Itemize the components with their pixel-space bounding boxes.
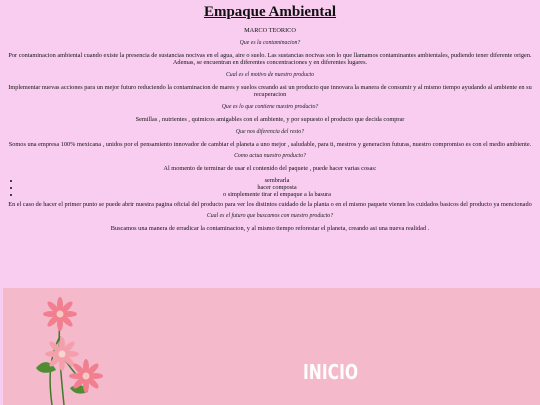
inicio-button[interactable]: INICIO	[303, 360, 359, 384]
list-item: • o simplemente tirar el empaque a la basura	[20, 191, 534, 198]
list-item: • hacer composta	[20, 184, 534, 191]
question-1: Que es la contaminacion?	[239, 39, 301, 46]
list-item: • sembrarla	[20, 177, 534, 184]
options-list	[6, 177, 534, 199]
question-5: Como actua nuestro producto?	[234, 153, 306, 160]
question-6: Cual es el futuro que buscamos con nuestro producto?	[206, 213, 334, 220]
answer-3: Semillas , nutrientes , quimicos amigables con el ambiente, y por supuesto el producto que decida comprar	[135, 115, 405, 123]
answer-5b: En el caso de hacer el primer punto se puede abrir nuestra pagina oficial del producto para ver los distintos cuidado de la planta o en el mismo paquete vienen los cuidados basicos del producto ya mencionado	[8, 200, 532, 208]
question-3: Que es lo que contiene nuestro producto?	[221, 103, 319, 110]
page-title: Empaque Ambiental	[203, 4, 337, 20]
answer-1: Por contaminacion ambiental cuando existe la presencia de sustancias nocivas en el agua, aire o suelo. Las sustancias nocivas son lo que llamamos contaminantes ambientales, pudiendo tener diferente origen. Ademas, se encuentran en diferentes concentraciones y en diferentes lugares.	[8, 51, 532, 67]
answer-4: Somos una empresa 100% mexicana , unidos por el pensamiento innovador de cambiar el planeta a uno mejor , saludable, para ti, mestros y generacion futuras, nuestro compromiso es con el medio ambiente.	[8, 140, 532, 148]
answer-6: Buscamos una manera de erradicar la contaminacion, y al mismo tiempo reforestar el planeta, creando asi una nueva realidad .	[110, 225, 430, 233]
question-2: Cual es el motivo de nuestro producto	[225, 71, 315, 78]
question-4: Que nos diferencia del resto?	[235, 128, 305, 135]
answer-2: Implementar nuevas acciones para un mejor futuro reduciendo la contaminacion de mares y suelos creando asi un producto que innovara la manera de consumir y al mismo tiempo ayudando al ambiente en su recuperacion	[8, 83, 532, 99]
marco-teorico-section	[0, 21, 540, 233]
flowers-illustration	[30, 296, 110, 405]
section-heading: MARCO TEORICO	[244, 27, 296, 34]
answer-5: Al momento de terminar de usar el contenido del paquete , puede hacer varias cosas:	[163, 165, 377, 173]
